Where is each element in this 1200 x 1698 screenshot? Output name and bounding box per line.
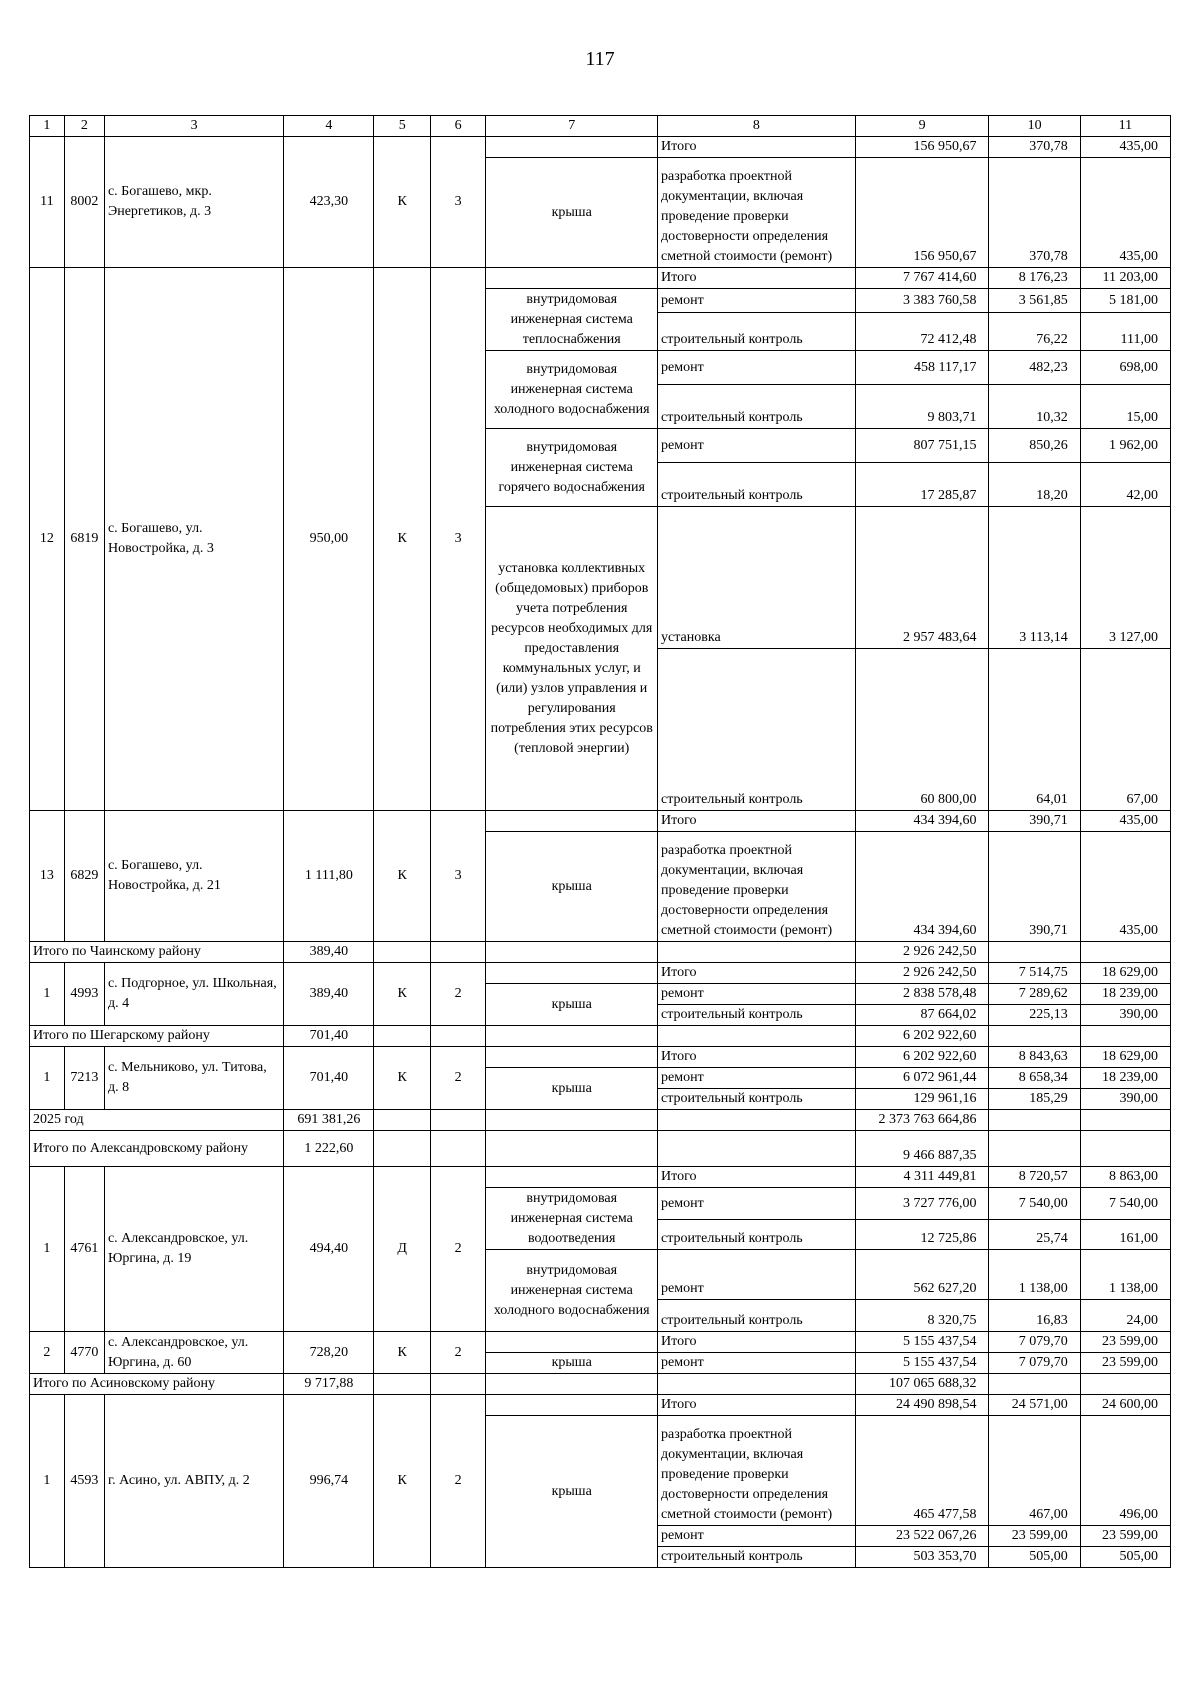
table-row (30, 268, 1171, 289)
cost-per-sqm: 7 079,70 (989, 1332, 1080, 1353)
max-cost-per-sqm: 698,00 (1080, 351, 1170, 385)
work-kind: ремонт (658, 1068, 856, 1089)
cost-per-sqm: 7 289,62 (989, 984, 1080, 1005)
address: с. Мельниково, ул. Титова, д. 8 (104, 1047, 283, 1110)
max-cost-per-sqm: 390,00 (1080, 1089, 1170, 1110)
district-label: Итого по Чаинскому району (30, 942, 284, 963)
floors: 3 (430, 268, 485, 811)
house-code: 7213 (64, 1047, 104, 1110)
column-number: 1 (30, 116, 65, 137)
house-type: К (374, 1395, 431, 1568)
max-cost-per-sqm: 23 599,00 (1080, 1526, 1170, 1547)
table-row (30, 1395, 1171, 1416)
work-kind: строительный контроль (658, 1300, 856, 1332)
work-type: крыша (486, 158, 658, 268)
house-code: 6829 (64, 811, 104, 942)
row-number: 12 (30, 268, 65, 811)
address: с. Богашево, мкр. Энергетиков, д. 3 (104, 137, 283, 268)
total-label: Итого (658, 1395, 856, 1416)
house-code: 6819 (64, 268, 104, 811)
area: 423,30 (284, 137, 374, 268)
max-cost-per-sqm: 42,00 (1080, 463, 1170, 507)
cost-total: 465 477,58 (855, 1416, 989, 1526)
cost-total: 2 838 578,48 (855, 984, 989, 1005)
area: 389,40 (284, 963, 374, 1026)
total-label: Итого (658, 811, 856, 832)
cost-total: 156 950,67 (855, 137, 989, 158)
max-cost-per-sqm: 435,00 (1080, 832, 1170, 942)
column-number: 3 (104, 116, 283, 137)
area: 1 111,80 (284, 811, 374, 942)
work-type: внутридомовая инженерная система горячего водоснабжения (486, 429, 658, 507)
area: 996,74 (284, 1395, 374, 1568)
total-label: Итого (658, 268, 856, 289)
column-number: 7 (486, 116, 658, 137)
cost-total: 60 800,00 (855, 649, 989, 811)
year-area: 691 381,26 (284, 1110, 374, 1131)
house-type: К (374, 963, 431, 1026)
cost-per-sqm: 8 176,23 (989, 268, 1080, 289)
repair-schedule-table (29, 115, 1171, 1568)
cost-per-sqm: 64,01 (989, 649, 1080, 811)
total-label: Итого (658, 963, 856, 984)
cost-total: 503 353,70 (855, 1547, 989, 1568)
cost-per-sqm: 7 540,00 (989, 1188, 1080, 1220)
work-type: крыша (486, 832, 658, 942)
work-type: крыша (486, 1068, 658, 1110)
table-row (30, 137, 1171, 158)
house-code: 8002 (64, 137, 104, 268)
cost-total: 6 202 922,60 (855, 1047, 989, 1068)
address: г. Асино, ул. АВПУ, д. 2 (104, 1395, 283, 1568)
cost-total: 23 522 067,26 (855, 1526, 989, 1547)
district-sum: 6 202 922,60 (855, 1026, 989, 1047)
floors: 2 (430, 1395, 485, 1568)
max-cost-per-sqm: 161,00 (1080, 1220, 1170, 1250)
column-numbers-row (30, 116, 1171, 137)
cost-total: 5 155 437,54 (855, 1353, 989, 1374)
column-number: 8 (658, 116, 856, 137)
cost-per-sqm: 185,29 (989, 1089, 1080, 1110)
house-code: 4993 (64, 963, 104, 1026)
max-cost-per-sqm: 496,00 (1080, 1416, 1170, 1526)
work-kind: строительный контроль (658, 385, 856, 429)
work-type: установка коллективных (общедомовых) приборов учета потребления ресурсов необходимых для предоставления коммунальных услуг, и (или) узлов управления и регулирования потребления этих ресурсов (тепловой энергии) (486, 507, 658, 811)
cost-per-sqm: 25,74 (989, 1220, 1080, 1250)
max-cost-per-sqm: 435,00 (1080, 158, 1170, 268)
area: 494,40 (284, 1167, 374, 1332)
cost-total: 2 957 483,64 (855, 507, 989, 649)
district-area: 701,40 (284, 1026, 374, 1047)
work-kind: ремонт (658, 1188, 856, 1220)
cost-per-sqm: 10,32 (989, 385, 1080, 429)
cost-total: 434 394,60 (855, 832, 989, 942)
cost-per-sqm: 3 561,85 (989, 289, 1080, 313)
cost-per-sqm: 505,00 (989, 1547, 1080, 1568)
work-kind: установка (658, 507, 856, 649)
cost-per-sqm: 8 720,57 (989, 1167, 1080, 1188)
table-row (30, 963, 1171, 984)
row-number: 13 (30, 811, 65, 942)
cost-total: 3 383 760,58 (855, 289, 989, 313)
max-cost-per-sqm: 18 629,00 (1080, 1047, 1170, 1068)
work-kind: ремонт (658, 351, 856, 385)
work-kind: строительный контроль (658, 1547, 856, 1568)
work-kind: ремонт (658, 429, 856, 463)
cost-per-sqm: 1 138,00 (989, 1250, 1080, 1300)
work-type: крыша (486, 1416, 658, 1568)
district-total-row (30, 942, 1171, 963)
cost-per-sqm: 390,71 (989, 811, 1080, 832)
cost-per-sqm: 18,20 (989, 463, 1080, 507)
max-cost-per-sqm: 5 181,00 (1080, 289, 1170, 313)
floors: 2 (430, 1047, 485, 1110)
floors: 2 (430, 1332, 485, 1374)
district-label: Итого по Шегарскому району (30, 1026, 284, 1047)
work-type: внутридомовая инженерная система водоотведения (486, 1188, 658, 1250)
house-type: К (374, 811, 431, 942)
address: с. Александровское, ул. Юргина, д. 19 (104, 1167, 283, 1332)
area: 950,00 (284, 268, 374, 811)
work-type: внутридомовая инженерная система холодного водоснабжения (486, 351, 658, 429)
cost-total: 24 490 898,54 (855, 1395, 989, 1416)
max-cost-per-sqm: 1 962,00 (1080, 429, 1170, 463)
cost-total: 72 412,48 (855, 313, 989, 351)
work-kind: строительный контроль (658, 1089, 856, 1110)
floors: 3 (430, 811, 485, 942)
table-row (30, 811, 1171, 832)
work-kind: ремонт (658, 289, 856, 313)
district-total-row (30, 1374, 1171, 1395)
work-kind: строительный контроль (658, 1005, 856, 1026)
house-type: К (374, 268, 431, 811)
year-label: 2025 год (30, 1110, 284, 1131)
table-row (30, 1167, 1171, 1188)
year-total-row (30, 1110, 1171, 1131)
cost-total: 2 926 242,50 (855, 963, 989, 984)
work-type: крыша (486, 984, 658, 1026)
address: с. Богашево, ул. Новостройка, д. 21 (104, 811, 283, 942)
total-label: Итого (658, 1047, 856, 1068)
row-number: 11 (30, 137, 65, 268)
house-code: 4770 (64, 1332, 104, 1374)
max-cost-per-sqm: 18 239,00 (1080, 984, 1170, 1005)
cost-total: 458 117,17 (855, 351, 989, 385)
district-label: Итого по Асиновскому району (30, 1374, 284, 1395)
table-row (30, 1332, 1171, 1353)
total-label: Итого (658, 137, 856, 158)
max-cost-per-sqm: 11 203,00 (1080, 268, 1170, 289)
max-cost-per-sqm: 24 600,00 (1080, 1395, 1170, 1416)
cost-total: 7 767 414,60 (855, 268, 989, 289)
max-cost-per-sqm: 435,00 (1080, 137, 1170, 158)
cost-per-sqm: 8 658,34 (989, 1068, 1080, 1089)
cost-per-sqm: 7 514,75 (989, 963, 1080, 984)
work-type: внутридомовая инженерная система теплоснабжения (486, 289, 658, 351)
column-number: 2 (64, 116, 104, 137)
column-number: 11 (1080, 116, 1170, 137)
district-total-row (30, 1131, 1171, 1167)
area: 728,20 (284, 1332, 374, 1374)
cost-total: 9 803,71 (855, 385, 989, 429)
area: 701,40 (284, 1047, 374, 1110)
max-cost-per-sqm: 23 599,00 (1080, 1332, 1170, 1353)
cost-per-sqm: 16,83 (989, 1300, 1080, 1332)
cost-per-sqm: 390,71 (989, 832, 1080, 942)
cost-per-sqm: 23 599,00 (989, 1526, 1080, 1547)
cost-total: 3 727 776,00 (855, 1188, 989, 1220)
address: с. Богашево, ул. Новостройка, д. 3 (104, 268, 283, 811)
work-kind: строительный контроль (658, 463, 856, 507)
max-cost-per-sqm: 111,00 (1080, 313, 1170, 351)
address: с. Александровское, ул. Юргина, д. 60 (104, 1332, 283, 1374)
cost-total: 17 285,87 (855, 463, 989, 507)
work-kind: строительный контроль (658, 313, 856, 351)
house-code: 4761 (64, 1167, 104, 1332)
work-kind: ремонт (658, 1353, 856, 1374)
work-kind: строительный контроль (658, 649, 856, 811)
cost-total: 6 072 961,44 (855, 1068, 989, 1089)
column-number: 4 (284, 116, 374, 137)
cost-total: 8 320,75 (855, 1300, 989, 1332)
house-type: К (374, 1047, 431, 1110)
max-cost-per-sqm: 23 599,00 (1080, 1353, 1170, 1374)
floors: 3 (430, 137, 485, 268)
max-cost-per-sqm: 390,00 (1080, 1005, 1170, 1026)
district-label: Итого по Александровскому району (30, 1131, 284, 1167)
total-label: Итого (658, 1167, 856, 1188)
column-number: 6 (430, 116, 485, 137)
work-kind: ремонт (658, 1526, 856, 1547)
max-cost-per-sqm: 67,00 (1080, 649, 1170, 811)
cost-total: 87 664,02 (855, 1005, 989, 1026)
work-kind: разработка проектной документации, включая проведение проверки достоверности определения сметной стоимости (ремонт) (658, 1416, 856, 1526)
cost-per-sqm: 3 113,14 (989, 507, 1080, 649)
cost-total: 156 950,67 (855, 158, 989, 268)
district-total-row (30, 1026, 1171, 1047)
max-cost-per-sqm: 3 127,00 (1080, 507, 1170, 649)
cost-per-sqm: 370,78 (989, 158, 1080, 268)
cost-per-sqm: 467,00 (989, 1416, 1080, 1526)
district-sum: 9 466 887,35 (855, 1131, 989, 1167)
page-number: 117 (585, 48, 615, 70)
cost-per-sqm: 850,26 (989, 429, 1080, 463)
max-cost-per-sqm: 8 863,00 (1080, 1167, 1170, 1188)
district-area: 389,40 (284, 942, 374, 963)
cost-total: 129 961,16 (855, 1089, 989, 1110)
cost-total: 5 155 437,54 (855, 1332, 989, 1353)
floors: 2 (430, 1167, 485, 1332)
house-type: Д (374, 1167, 431, 1332)
work-type: крыша (486, 1353, 658, 1374)
cost-total: 12 725,86 (855, 1220, 989, 1250)
cost-per-sqm: 370,78 (989, 137, 1080, 158)
cost-total: 562 627,20 (855, 1250, 989, 1300)
work-kind: разработка проектной документации, включая проведение проверки достоверности определения сметной стоимости (ремонт) (658, 832, 856, 942)
cost-per-sqm: 225,13 (989, 1005, 1080, 1026)
house-type: К (374, 1332, 431, 1374)
cost-per-sqm: 7 079,70 (989, 1353, 1080, 1374)
row-number: 1 (30, 1395, 65, 1568)
house-type: К (374, 137, 431, 268)
work-kind: ремонт (658, 984, 856, 1005)
row-number: 2 (30, 1332, 65, 1374)
total-label: Итого (658, 1332, 856, 1353)
max-cost-per-sqm: 18 239,00 (1080, 1068, 1170, 1089)
column-number: 5 (374, 116, 431, 137)
work-type: внутридомовая инженерная система холодного водоснабжения (486, 1250, 658, 1332)
max-cost-per-sqm: 15,00 (1080, 385, 1170, 429)
row-number: 1 (30, 1167, 65, 1332)
district-area: 1 222,60 (284, 1131, 374, 1167)
table-row (30, 1047, 1171, 1068)
max-cost-per-sqm: 435,00 (1080, 811, 1170, 832)
max-cost-per-sqm: 24,00 (1080, 1300, 1170, 1332)
work-kind: строительный контроль (658, 1220, 856, 1250)
cost-per-sqm: 8 843,63 (989, 1047, 1080, 1068)
cost-total: 807 751,15 (855, 429, 989, 463)
max-cost-per-sqm: 1 138,00 (1080, 1250, 1170, 1300)
row-number: 1 (30, 1047, 65, 1110)
max-cost-per-sqm: 18 629,00 (1080, 963, 1170, 984)
year-sum: 2 373 763 664,86 (855, 1110, 989, 1131)
cost-per-sqm: 482,23 (989, 351, 1080, 385)
column-number: 10 (989, 116, 1080, 137)
row-number: 1 (30, 963, 65, 1026)
floors: 2 (430, 963, 485, 1026)
district-sum: 107 065 688,32 (855, 1374, 989, 1395)
district-area: 9 717,88 (284, 1374, 374, 1395)
work-kind: ремонт (658, 1250, 856, 1300)
work-kind: разработка проектной документации, включая проведение проверки достоверности определения сметной стоимости (ремонт) (658, 158, 856, 268)
cost-total: 4 311 449,81 (855, 1167, 989, 1188)
district-sum: 2 926 242,50 (855, 942, 989, 963)
max-cost-per-sqm: 505,00 (1080, 1547, 1170, 1568)
house-code: 4593 (64, 1395, 104, 1568)
cost-per-sqm: 24 571,00 (989, 1395, 1080, 1416)
address: с. Подгорное, ул. Школьная, д. 4 (104, 963, 283, 1026)
max-cost-per-sqm: 7 540,00 (1080, 1188, 1170, 1220)
column-number: 9 (855, 116, 989, 137)
cost-per-sqm: 76,22 (989, 313, 1080, 351)
cost-total: 434 394,60 (855, 811, 989, 832)
